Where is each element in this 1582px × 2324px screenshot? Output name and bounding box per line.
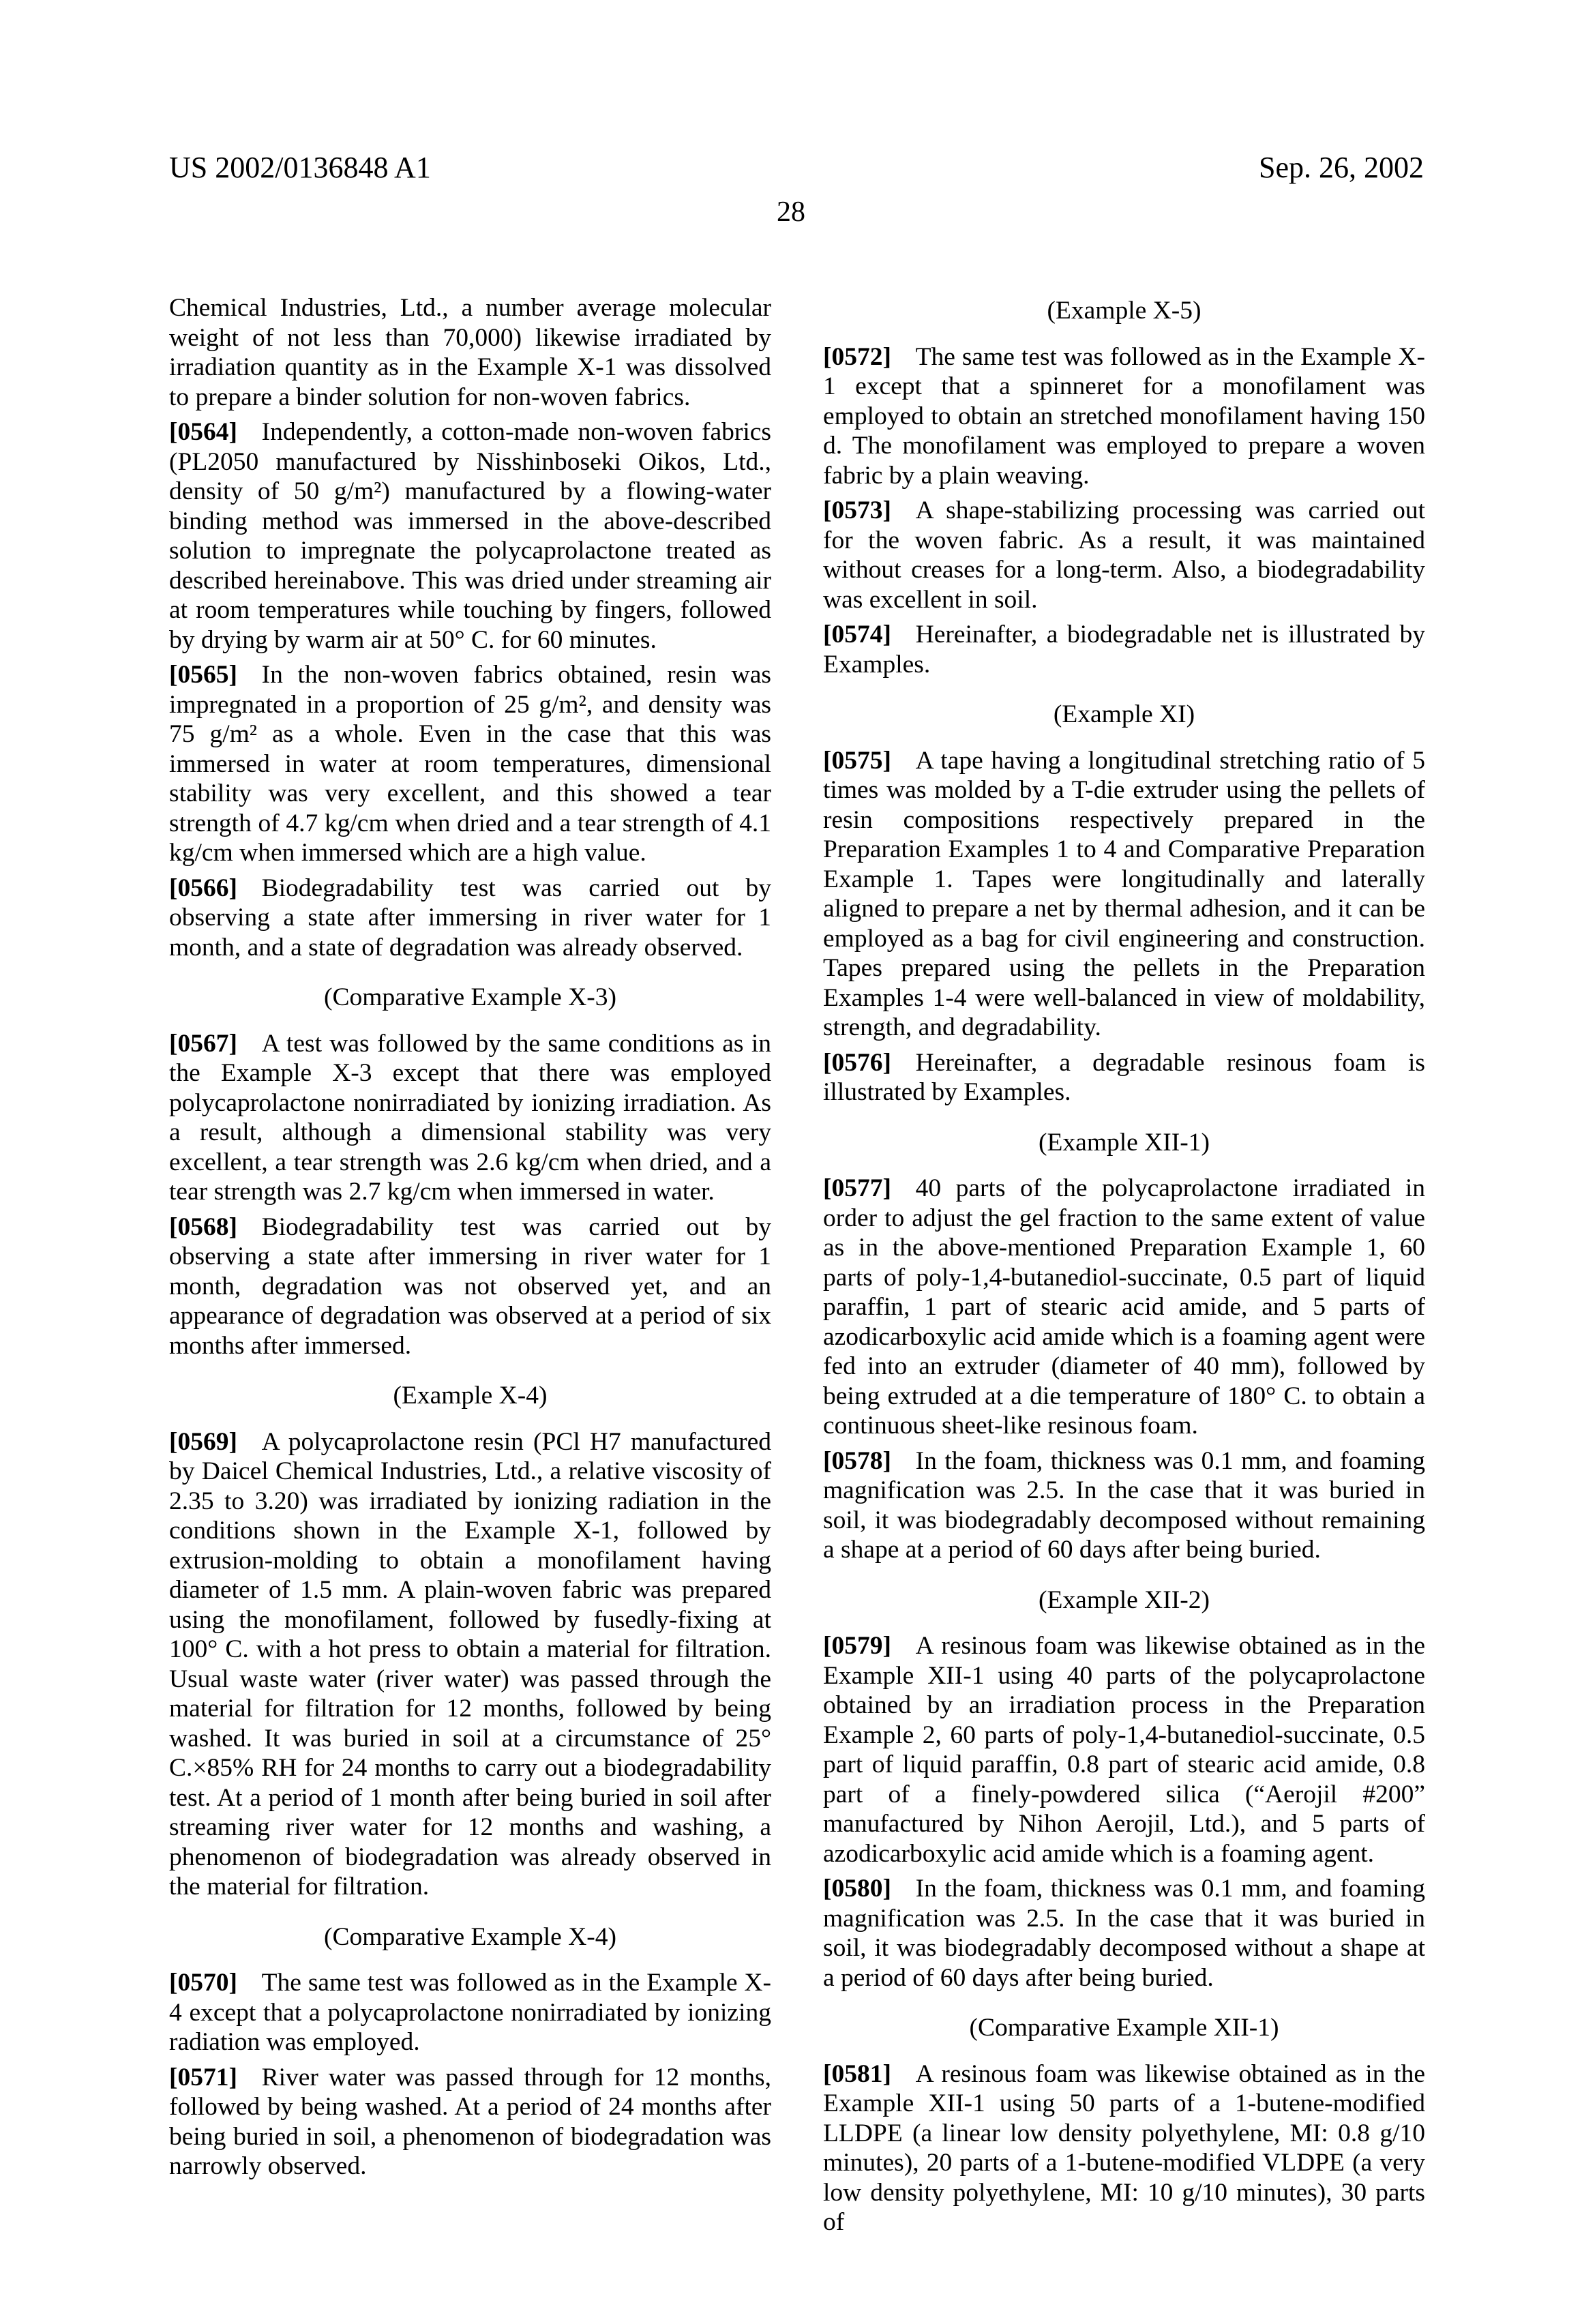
text-body (169, 293, 1425, 2243)
paragraph-number: [0566] (169, 874, 237, 902)
paragraph-number: [0569] (169, 1427, 237, 1456)
paragraph-number: [0572] (823, 342, 891, 371)
paragraph-number: [0570] (169, 1969, 237, 1997)
page-number: 28 (777, 196, 805, 228)
numbered-paragraph: [0569] A polycaprolactone resin (PCl H7 manufactured by Daicel Chemical Industries, Ltd., a relative viscosity of 2.35 to 3.20) was irradiated by ionizing radiation in the conditions shown in the Example X-1, followed by extrusion-molding to obtain a monofilament having diameter of 1.5 mm. A plain-woven fabric was prepared using the monofilament, followed by fusedly-fixing at 100° C. with a hot press to obtain a material for filtration. Usual waste water (river water) was passed through the material for filtration for 12 months, followed by being washed. It was buried in soil at a circumstance of 25° C.×85% RH for 24 months to carry out a biodegradability test. At a period of 1 month after being buried in soil after streaming river water for 12 months and washing, a phenomenon of biodegradation was already observed in the material for filtration. (169, 1427, 771, 1901)
numbered-paragraph: [0568] Biodegradability test was carried out by observing a state after immersing in river water for 1 month, degradation was not observed yet, and an appearance of degradation was observed at a period of six months after immersed. (169, 1212, 771, 1360)
section-heading: (Example XII-2) (1039, 1585, 1210, 1614)
paragraph-number: [0581] (823, 2059, 891, 2088)
paragraph-number: [0565] (169, 661, 237, 689)
numbered-paragraph: [0581] A resinous foam was likewise obtained as in the Example XII-1 using 50 parts of a 1-butene-modified LLDPE (a linear low density polyethylene, MI: 0.8 g/10 minutes), 20 parts of a 1-butene-modified VLDPE (a very low density polyethylene, MI: 10 g/10 minutes), 30 parts of (823, 2059, 1425, 2236)
numbered-paragraph: [0567] A test was followed by the same conditions as in the Example X-3 except that there was employed polycaprolactone nonirradiated by ionizing irradiation. As a result, although a dimensional stability was very excellent, a tear strength was 2.6 kg/cm when dried, and a tear strength was 2.7 kg/cm when immersed in water. (169, 1029, 771, 1206)
numbered-paragraph: [0571] River water was passed through for 12 months, followed by being washed. At a period of 24 months after being buried in soil, a phenomenon of biodegradation was narrowly observed. (169, 2063, 771, 2180)
publication-date: Sep. 26, 2002 (1259, 151, 1424, 184)
section-heading: (Example XII-1) (1039, 1128, 1210, 1157)
numbered-paragraph: [0580] In the foam, thickness was 0.1 mm, and foaming magnification was 2.5. In the case that it was buried in soil, it was biodegradably decomposed without a shape at a period of 60 days after being buried. (823, 1875, 1425, 1992)
continued-paragraph: Chemical Industries, Ltd., a number average molecular weight of not less than 70,000) likewise irradiated by irradiation quantity as in the Example X-1 was dissolved to prepare a binder solution for non-woven fabrics. (169, 294, 771, 411)
numbered-paragraph: [0570] The same test was followed as in the Example X-4 except that a polycaprolactone nonirradiated by ionizing radiation was employed. (169, 1969, 771, 2056)
paragraph-number: [0564] (169, 418, 237, 446)
paragraph-number: [0567] (169, 1029, 237, 1058)
paragraph-number: [0576] (823, 1048, 891, 1077)
paragraph-number: [0573] (823, 496, 891, 524)
numbered-paragraph: [0577] 40 parts of the polycaprolactone irradiated in order to adjust the gel fraction to the same extent of value as in the above-mentioned Preparation Example 1, 60 parts of poly-1,4-butanediol-succinate, 0.5 part of liquid paraffin, 1 part of stearic acid amide, and 5 parts of azodicarboxylic acid amide which is a foaming agent were fed into an extruder (diameter of 40 mm), followed by being extruded at a die temperature of 180° C. to obtain a continuous sheet-like resinous foam. (823, 1174, 1425, 1440)
section-heading: (Comparative Example XII-1) (969, 2014, 1279, 2042)
section-heading: (Example X-5) (1047, 297, 1202, 325)
section-heading: (Example XI) (1053, 700, 1195, 728)
section-heading: (Example X-4) (393, 1382, 548, 1410)
left-column (169, 293, 771, 2243)
numbered-paragraph: [0572] The same test was followed as in the Example X-1 except that a spinneret for a monofilament was employed to obtain an stretched monofilament having 150 d. The monofilament was employed to prepare a woven fabric by a plain weaving. (823, 342, 1425, 490)
numbered-paragraph: [0579] A resinous foam was likewise obtained as in the Example XII-1 using 40 parts of the polycaprolactone obtained by an irradiation process in the Preparation Example 2, 60 parts of poly-1,4-butanediol-succinate, 0.5 part of liquid paraffin, 0.8 part of stearic acid amide, 0.8 part of a finely-powdered silica (“Aerojil #200” manufactured by Nihon Aerojil, Ltd.), and 5 parts of azodicarboxylic acid amide which is a foaming agent. (823, 1632, 1425, 1868)
numbered-paragraph: [0564] Independently, a cotton-made non-woven fabrics (PL2050 manufactured by Nisshinboseki Oikos, Ltd., density of 50 g/m²) manufactured by a flowing-water binding method was immersed in the above-described solution to impregnate the polycaprolactone treated as described hereinabove. This was dried under streaming air at room temperatures while touching by fingers, followed by drying by warm air at 50° C. for 60 minutes. (169, 418, 771, 654)
numbered-paragraph: [0574] Hereinafter, a biodegradable net is illustrated by Examples. (823, 621, 1425, 679)
numbered-paragraph: [0576] Hereinafter, a degradable resinous foam is illustrated by Examples. (823, 1048, 1425, 1106)
patent-publication-number: US 2002/0136848 A1 (169, 151, 431, 184)
section-heading: (Comparative Example X-4) (323, 1922, 617, 1951)
numbered-paragraph: [0578] In the foam, thickness was 0.1 mm, and foaming magnification was 2.5. In the case that it was buried in soil, it was biodegradably decomposed without remaining a shape at a period of 60 days after being buried. (823, 1446, 1425, 1564)
paragraph-number: [0574] (823, 621, 891, 649)
section-heading: (Comparative Example X-3) (323, 983, 617, 1011)
numbered-paragraph: [0566] Biodegradability test was carried out by observing a state after immersing in river water for 1 month, and a state of degradation was already observed. (169, 874, 771, 962)
paragraph-number: [0580] (823, 1875, 891, 1903)
paragraph-number: [0571] (169, 2063, 237, 2091)
numbered-paragraph: [0573] A shape-stabilizing processing was carried out for the woven fabric. As a result, it was maintained without creases for a long-term. Also, a biodegradability was excellent in soil. (823, 496, 1425, 614)
page-header (169, 151, 1424, 184)
numbered-paragraph: [0565] In the non-woven fabrics obtained, resin was impregnated in a proportion of 25 g/m², and density was 75 g/m² as a whole. Even in the case that this was immersed in water at room temperatures, dimensional stability was very excellent, and this showed a tear strength of 4.7 kg/cm when dried and a tear strength of 4.1 kg/cm when immersed which are a high value. (169, 661, 771, 867)
paragraph-number: [0568] (169, 1212, 237, 1241)
paragraph-number: [0578] (823, 1446, 891, 1475)
paragraph-number: [0577] (823, 1174, 891, 1202)
paragraph-number: [0579] (823, 1632, 891, 1660)
right-column (823, 293, 1425, 2243)
numbered-paragraph: [0575] A tape having a longitudinal stretching ratio of 5 times was molded by a T-die extruder using the pellets of resin compositions respectively prepared in the Preparation Examples 1 to 4 and Comparative Preparation Example 1. Tapes were longitudinally and laterally aligned to prepare a net by thermal adhesion, and it can be employed as a bag for civil engineering and construction. Tapes prepared using the pellets in the Preparation Examples 1-4 were well-balanced in view of moldability, strength, and degradability. (823, 746, 1425, 1041)
paragraph-number: [0575] (823, 746, 891, 775)
